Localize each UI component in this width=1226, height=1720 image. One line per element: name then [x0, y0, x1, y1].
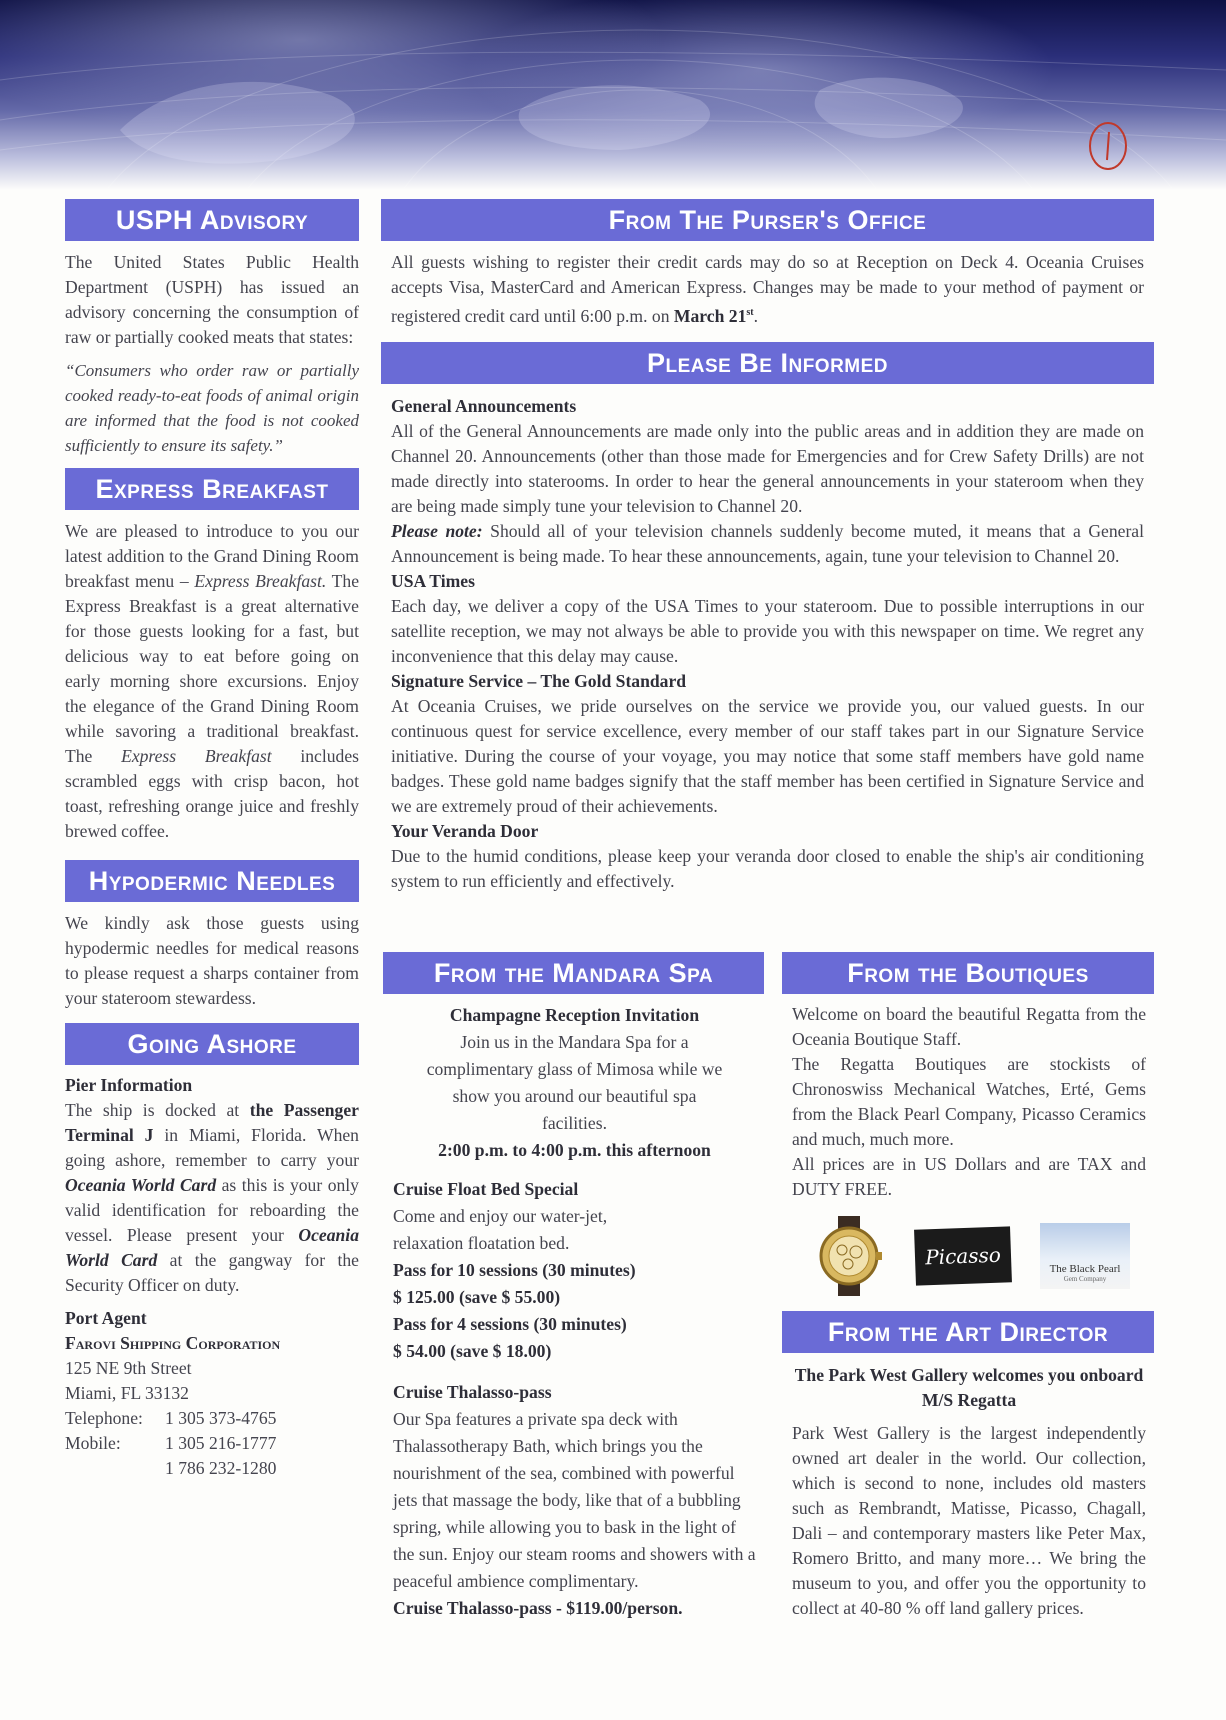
express-text-italic-1: Express Breakfast.: [194, 571, 327, 591]
main-column: [381, 199, 1154, 894]
mobile-label: Mobile:: [65, 1433, 121, 1453]
general-announcements-body: All of the General Announcements are made only into the public areas and in addition they are made on Channel 20. Announcements (other than those made for Emergencies and for Crew Safety Drills) are not made directly into staterooms. In order to hear the general announcements in your stateroom when they are being made simply tune your television to Channel 20.: [391, 420, 1144, 516]
champagne-time: 2:00 p.m. to 4:00 p.m. this afternoon: [438, 1140, 711, 1160]
black-pearl-logo-sub: Gem Company: [1063, 1275, 1107, 1283]
world-card-1: Oceania World Card: [65, 1175, 217, 1195]
pass-10-sessions: Pass for 10 sessions (30 minutes): [393, 1260, 636, 1280]
art-director-body: [792, 1363, 1146, 1621]
pier-information-body: [65, 1098, 359, 1298]
hypodermic-needles-body: We kindly ask those guests using hypodermic needles for medical reasons to please request a sharps container from your stateroom stewardess.: [65, 913, 359, 1008]
boutiques-body: [792, 1002, 1146, 1296]
handwritten-page-number: [1084, 118, 1132, 172]
mandara-spa-body: [393, 1002, 756, 1622]
pursers-office-header: From The Purser's Office: [381, 199, 1154, 241]
please-note-paragraph: [391, 519, 1144, 569]
boutique-column: [782, 952, 1154, 1618]
express-breakfast-body: [65, 519, 359, 844]
port-agent-heading: Port Agent: [65, 1308, 147, 1328]
telephone-number: 1 305 373-4765: [165, 1408, 277, 1428]
thalasso-heading: Cruise Thalasso-pass: [393, 1382, 552, 1402]
usa-times-heading: USA Times: [391, 570, 475, 591]
boutiques-prices: All prices are in US Dollars and are TAX and DUTY FREE.: [792, 1154, 1146, 1199]
pier-text-3: as this is your only valid identification for reboarding the vessel. Please present your: [65, 1175, 359, 1245]
purser-end: .: [753, 305, 759, 326]
boutiques-welcome: Welcome on board the beautiful Regatta from the Oceania Boutique Staff.: [792, 1004, 1146, 1049]
mobile-number-1: 1 305 216-1777: [165, 1433, 277, 1453]
veranda-door-heading: Your Veranda Door: [391, 820, 539, 841]
usph-advisory-quote: “Consumers who order raw or partially cooked ready-to-eat foods of animal origin are informed that the food is not cooked sufficiently to ensure its safety.”: [65, 361, 359, 455]
thalasso-price: Cruise Thalasso-pass - $119.00/person.: [393, 1598, 683, 1618]
pier-terminal: the Passenger Terminal J: [65, 1100, 359, 1145]
please-note-text: Should all of your television channels suddenly become muted, it means that a General Announcement is being made. To hear these announcements, again, tune your television to Channel 20.: [391, 520, 1145, 566]
port-agent-name: Farovi Shipping Corporation: [65, 1333, 281, 1353]
pier-text-2: in Miami, Florida. When going ashore, remember to carry your: [65, 1125, 359, 1170]
purser-date-suffix: st: [746, 307, 754, 318]
thalasso-body: Our Spa features a private spa deck with Thalassotherapy Bath, which brings you the nourishment of the sea, combined with powerful jets that massage the body, like that of a bubbling spring, while allowing you to bask in the light of the sun. Enjoy our steam rooms and showers with a peaceful ambience complimentary.: [393, 1409, 756, 1591]
telephone-label: Telephone:: [65, 1408, 143, 1428]
going-ashore-header: Going Ashore: [65, 1023, 359, 1065]
mobile-number-2: 1 786 232-1280: [165, 1458, 277, 1478]
usph-advisory-header: USPH Advisory: [65, 199, 359, 241]
park-west-heading: The Park West Gallery welcomes you onboard M/S Regatta: [794, 1365, 1144, 1410]
port-agent-phones: [65, 1406, 276, 1481]
champagne-heading: Champagne Reception Invitation: [449, 1005, 700, 1025]
purser-text: All guests wishing to register their credit cards may do so at Reception on Deck 4. Oceania Cruises accepts Visa, MasterCard and American Express. Changes may be made to your method of payment or registered credit card until 6:00 p.m. on: [391, 252, 1144, 326]
express-text-italic-2: Express Breakfast: [121, 746, 272, 766]
pier-text-1: The ship is docked at: [65, 1100, 250, 1120]
float-bed-heading: Cruise Float Bed Special: [393, 1179, 579, 1199]
pier-text-4: at the gangway for the Security Officer on duty.: [65, 1250, 359, 1295]
boutiques-header: From the Boutiques: [782, 952, 1154, 994]
please-be-informed-header: Please Be Informed: [381, 342, 1154, 384]
world-card-2: Oceania World Card: [65, 1225, 359, 1270]
black-pearl-logo-text: The Black Pearl: [1049, 1263, 1121, 1275]
please-note-label: Please note:: [391, 520, 483, 541]
mandara-spa-header: From the Mandara Spa: [383, 952, 764, 994]
general-announcements-heading: General Announcements: [391, 395, 577, 416]
art-director-header: From the Art Director: [782, 1311, 1154, 1353]
picasso-logo: Picasso: [914, 1226, 1012, 1285]
world-map-decoration: [0, 0, 1226, 190]
spa-column: [383, 952, 764, 1622]
pass-10-price: $ 125.00 (save $ 55.00): [393, 1287, 561, 1307]
usph-advisory-body: The United States Public Health Department (USPH) has issued an advisory concerning the consumption of raw or partially cooked meats that states:: [65, 252, 359, 347]
express-text-1: We are pleased to introduce to you our latest addition to the Grand Dining Room breakfast menu –: [65, 521, 359, 591]
float-bed-body: Come and enjoy our water-jet, relaxation floatation bed.: [393, 1206, 608, 1253]
boutiques-stockists: The Regatta Boutiques are stockists of Chronoswiss Mechanical Watches, Erté, Gems from the Black Pearl Company, Picasso Ceramics and much, much more.: [792, 1054, 1146, 1149]
pass-4-sessions: Pass for 4 sessions (30 minutes): [393, 1314, 627, 1334]
pursers-office-body: [391, 250, 1144, 329]
express-breakfast-header: Express Breakfast: [65, 468, 359, 510]
please-be-informed-body: [391, 394, 1144, 894]
park-west-body: Park West Gallery is the largest independently owned art dealer in the world. Our collection, which is second to none, includes old masters such as Rembrandt, Matisse, Picasso, Chagall, Dali – and contemporary masters like Peter Max, Romero Britto, and many more… We bring the museum to you, and offer you the opportunity to collect at 40-80 % off land gallery prices.: [792, 1423, 1146, 1618]
black-pearl-logo: [1040, 1223, 1130, 1289]
hypodermic-needles-header: Hypodermic Needles: [65, 860, 359, 902]
brand-logos: [812, 1216, 1130, 1296]
veranda-door-body: Due to the humid conditions, please keep your veranda door closed to enable the ship's air conditioning system to run efficiently and effectively.: [391, 845, 1144, 891]
pier-information-heading: Pier Information: [65, 1075, 193, 1095]
usa-times-body: Each day, we deliver a copy of the USA Times to your stateroom. Due to possible interruptions in our satellite reception, we may not always be able to provide you with this newspaper on time. We regret any inconvenience that this delay may cause.: [391, 595, 1144, 666]
left-column: [65, 199, 359, 1481]
signature-service-body: At Oceania Cruises, we pride ourselves on the service we provide you, our valued guests. In our continuous quest for service excellence, every member of our staff takes part in our Signature Service initiative. During the course of your voyage, you may notice that some staff members have gold name badges. These gold name badges signify that the staff member has been certified in Signature Service and we are extremely proud of their achievements.: [391, 695, 1144, 816]
watch-logo: [812, 1216, 886, 1296]
purser-date: March 21: [673, 305, 747, 326]
champagne-body: Join us in the Mandara Spa for a complimentary glass of Mimosa while we show you around our beautiful spa facilities.: [426, 1032, 723, 1133]
port-agent-street: 125 NE 9th Street: [65, 1358, 192, 1378]
port-agent-city: Miami, FL 33132: [65, 1383, 189, 1403]
express-text-3: includes scrambled eggs with crisp bacon, hot toast, refreshing orange juice and freshly brewed coffee.: [65, 746, 359, 841]
header-banner: [0, 0, 1226, 190]
signature-service-heading: Signature Service – The Gold Standard: [391, 670, 687, 691]
express-text-2: The Express Breakfast is a great alternative for those guests looking for a fast, but delicious way to eat before going on early morning shore excursions. Enjoy the elegance of the Grand Dining Room while savoring a traditional breakfast. The: [65, 571, 360, 766]
pass-4-price: $ 54.00 (save $ 18.00): [393, 1341, 552, 1361]
